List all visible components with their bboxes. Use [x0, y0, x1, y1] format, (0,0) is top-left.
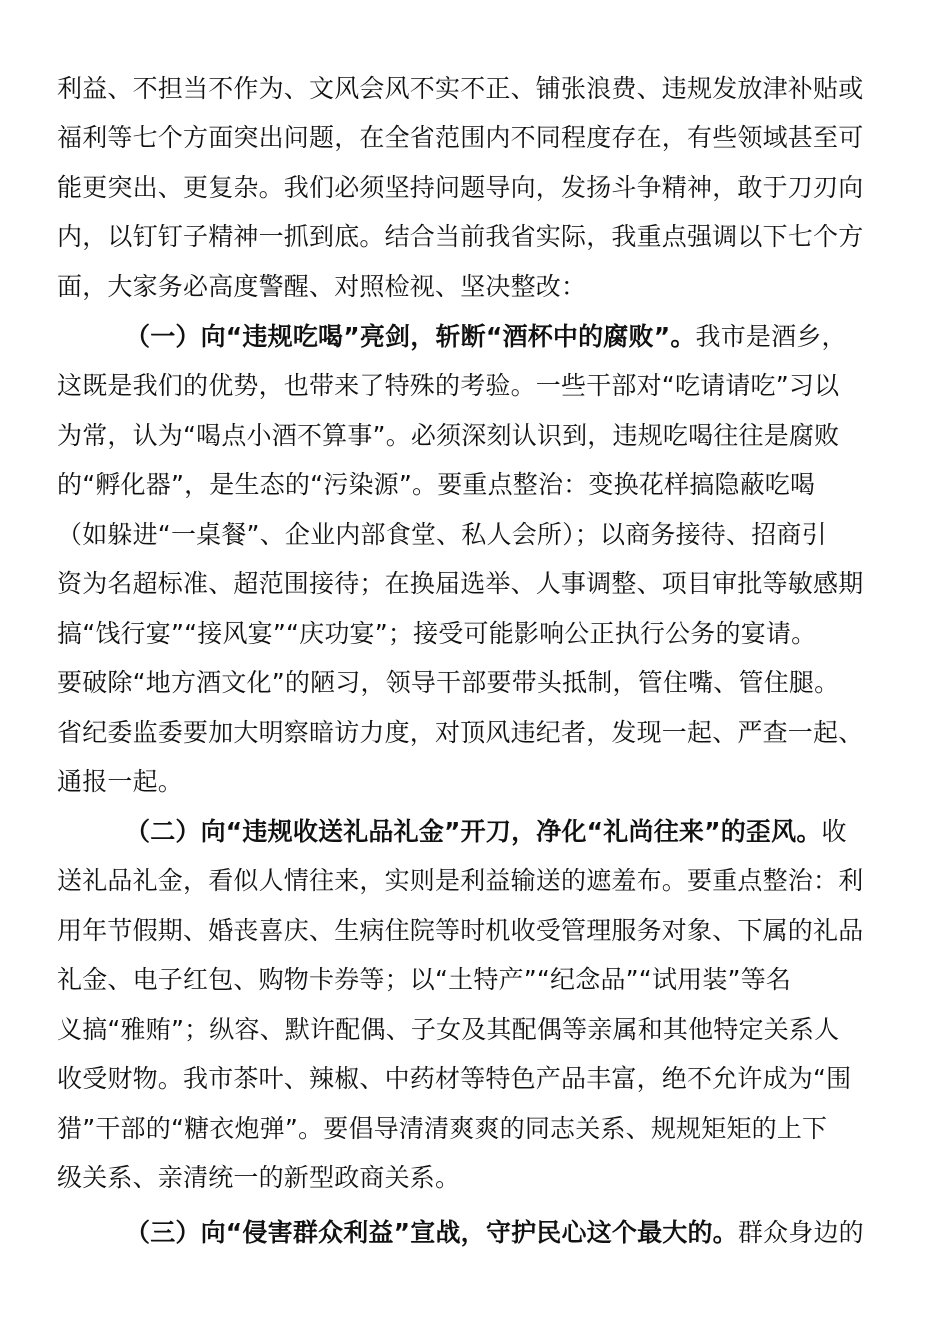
- line-text: 福利等七个方面突出问题，在全省范围内不同程度存在，有些领域甚至可: [57, 123, 864, 152]
- text-line: [57, 955, 893, 1005]
- text-line: [57, 559, 893, 609]
- line-text: 利益、不担当不作为、文风会风不实不正、铺张浪费、违规发放津补贴或: [57, 74, 864, 103]
- line-text: 为常，认为“喝点小酒不算事”。必须深刻认识到，违规吃喝往往是腐败: [57, 421, 840, 450]
- line-text: 这既是我们的优势，也带来了特殊的考验。一些干部对“吃请请吃”习以: [57, 371, 840, 400]
- section-heading: （三）向“侵害群众利益”宣战，守护民心这个最大的。: [125, 1218, 738, 1247]
- line-text: 的“孵化器”，是生态的“污染源”。要重点整治：变换花样搞隐蔽吃喝: [57, 470, 816, 499]
- text-line: [57, 757, 893, 807]
- text-line: [57, 361, 893, 411]
- line-text: 义搞“雅贿”；纵容、默许配偶、子女及其配偶等亲属和其他特定关系人: [57, 1015, 840, 1044]
- text-line: [57, 1054, 893, 1104]
- text-line: [57, 510, 893, 560]
- text-line: [57, 1104, 893, 1154]
- text-line: [57, 1005, 893, 1055]
- text-line: [125, 1208, 893, 1258]
- line-text: 礼金、电子红包、购物卡券等；以“土特产”“纪念品”“试用装”等名: [57, 965, 792, 994]
- line-text: 收: [821, 817, 847, 846]
- text-line: [57, 1153, 893, 1203]
- line-text: 我市是酒乡，: [695, 322, 847, 351]
- text-line: [57, 262, 893, 312]
- line-text: 搞“饯行宴”“接风宴”“庆功宴”；接受可能影响公正执行公务的宴请。: [57, 619, 817, 648]
- text-line: [57, 212, 893, 262]
- line-text: 猎”干部的“糖衣炮弹”。要倡导清清爽爽的同志关系、规规矩矩的上下: [57, 1114, 828, 1143]
- line-text: 用年节假期、婚丧喜庆、生病住院等时机收受管理服务对象、下属的礼品: [57, 916, 864, 945]
- line-text: 能更突出、更复杂。我们必须坚持问题导向，发扬斗争精神，敢于刀刃向: [57, 173, 864, 202]
- text-line: [125, 807, 893, 857]
- text-line: [57, 708, 893, 758]
- section-heading: （二）向“违规收送礼品礼金”开刀，净化“礼尚往来”的歪风。: [125, 817, 822, 846]
- line-text: 要破除“地方酒文化”的陋习，领导干部要带头抵制，管住嘴、管住腿。: [57, 668, 840, 697]
- text-line: [57, 113, 893, 163]
- text-line: [57, 906, 893, 956]
- text-line: [57, 411, 893, 461]
- line-text: 送礼品礼金，看似人情往来，实则是利益输送的遮羞布。要重点整治：利: [57, 866, 864, 895]
- line-text: 通报一起。: [57, 767, 184, 796]
- text-line: [57, 64, 893, 114]
- text-line: [57, 163, 893, 213]
- line-text: （如躲进“一桌餐”、企业内部食堂、私人会所）；以商务接待、招商引: [57, 520, 827, 549]
- line-text: 省纪委监委要加大明察暗访力度，对顶风违纪者，发现一起、严查一起、: [57, 718, 864, 747]
- line-text: 面，大家务必高度警醒、对照检视、坚决整改：: [57, 272, 587, 301]
- line-text: 收受财物。我市茶叶、辣椒、中药材等特色产品丰富，绝不允许成为“围: [57, 1064, 852, 1093]
- text-line: [57, 609, 893, 659]
- line-text: 内，以钉钉子精神一抓到底。结合当前我省实际，我重点强调以下七个方: [57, 222, 864, 251]
- text-line: [125, 312, 893, 362]
- text-line: [57, 460, 893, 510]
- text-line: [57, 856, 893, 906]
- section-heading: （一）向“违规吃喝”亮剑，斩断“酒杯中的腐败”。: [125, 322, 696, 351]
- line-text: 级关系、亲清统一的新型政商关系。: [57, 1163, 461, 1192]
- text-line: [57, 658, 893, 708]
- line-text: 资为名超标准、超范围接待；在换届选举、人事调整、项目审批等敏感期: [57, 569, 864, 598]
- line-text: 群众身边的: [737, 1218, 864, 1247]
